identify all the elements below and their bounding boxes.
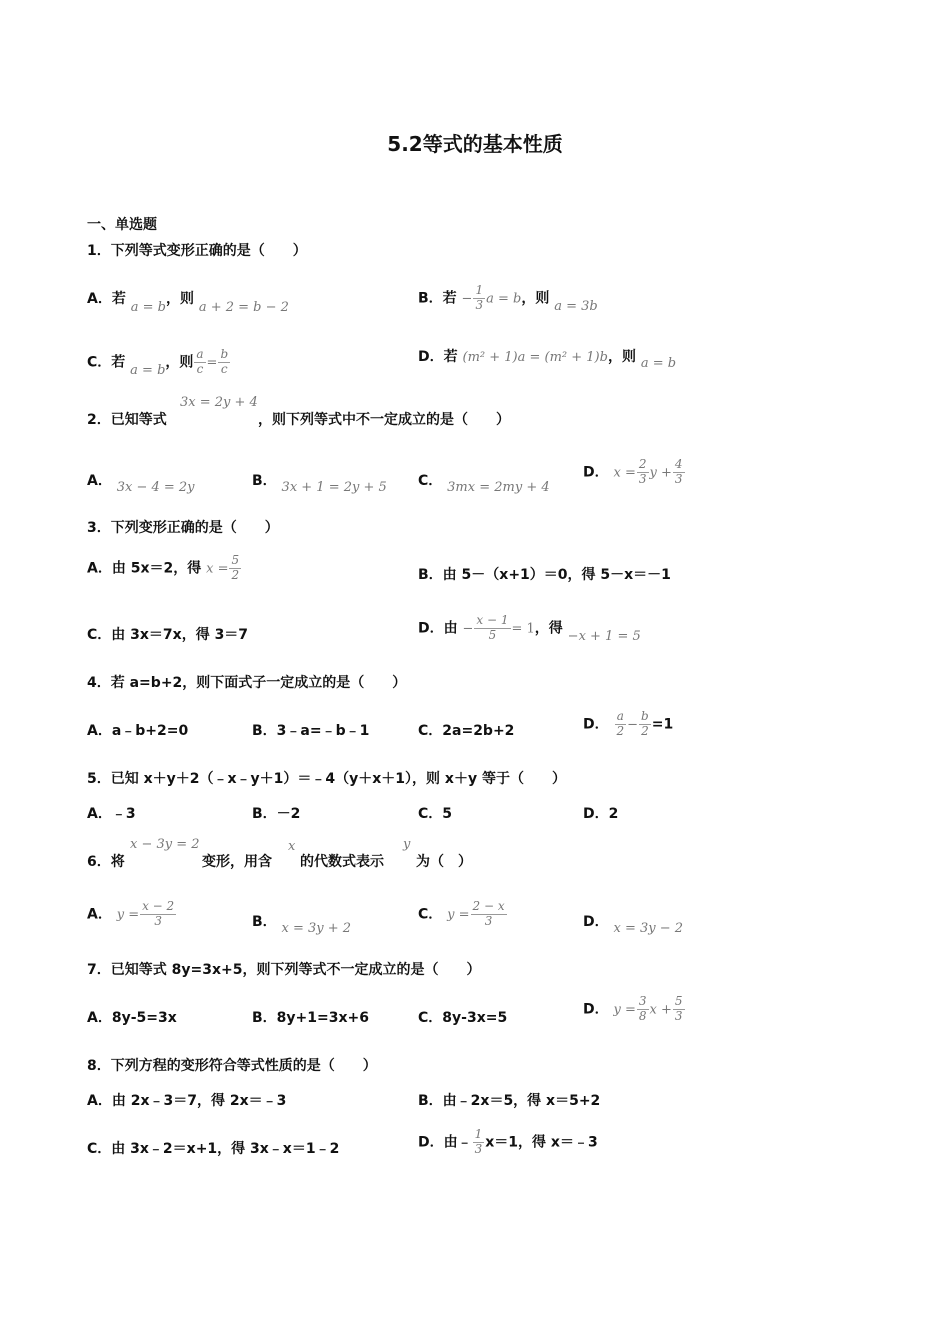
q2-b-label: B． xyxy=(252,473,277,489)
q2-c-label: C． xyxy=(418,473,443,489)
q7-option-c[interactable]: C．8y-3x=5 xyxy=(418,1010,508,1026)
q1-b-fraction: $\frac{1}{3}$ xyxy=(475,283,484,312)
q1-c-label: C．若 xyxy=(87,354,126,371)
q6-option-d[interactable] xyxy=(583,914,684,936)
q1-c-equals: = xyxy=(206,355,218,371)
q2-a-math: 3x − 4 = 2y xyxy=(116,480,195,495)
q5-stem: 5．已知 x＋y＋2（﹣x﹣y＋1）＝﹣4（y＋x＋1），则 x＋y 等于（ ） xyxy=(87,771,566,787)
q6-d-label: D． xyxy=(583,914,609,930)
q5-option-c[interactable]: C．5 xyxy=(418,806,453,822)
q2-b-math: 3x + 1 = 2y + 5 xyxy=(281,480,387,495)
q7-d-fraction2: $\frac{5}{3}$ xyxy=(674,994,683,1023)
section-heading: 一、单选题 xyxy=(87,217,157,233)
q1-b-math2: a = 3b xyxy=(554,299,598,315)
q3-d-then: ，得 xyxy=(534,620,563,637)
q2-option-c[interactable] xyxy=(418,473,550,495)
q4-stem: 4．若 a=b+2，则下面式子一定成立的是（ ） xyxy=(87,675,407,691)
q5-option-d[interactable]: D．2 xyxy=(583,806,619,822)
q2-d-fraction2: $\frac{4}{3}$ xyxy=(674,457,683,486)
q1-b-label: B．若 xyxy=(418,290,457,307)
q7-option-b[interactable]: B．8y+1=3x+6 xyxy=(252,1010,369,1026)
q6-text1: 6．将 xyxy=(87,854,125,870)
q8-option-d[interactable] xyxy=(418,1128,598,1157)
q3-option-a[interactable] xyxy=(87,554,242,583)
q2-d-x: x = xyxy=(613,465,636,481)
q4-option-d[interactable] xyxy=(583,710,673,739)
q4-d-equals: =1 xyxy=(651,716,674,733)
q6-option-a[interactable] xyxy=(87,900,177,929)
q6-text3: 的代数式表示 xyxy=(300,854,384,870)
q6-option-b[interactable] xyxy=(252,914,352,936)
q3-d-text: D．由 xyxy=(418,620,458,637)
q3-option-d[interactable] xyxy=(418,614,641,643)
q1-option-c[interactable] xyxy=(87,348,231,377)
q7-d-label: D． xyxy=(583,1001,609,1018)
q1-b-minus: − xyxy=(461,291,473,307)
q6-d-math: x = 3y − 2 xyxy=(613,921,684,936)
q8-option-a[interactable]: A．由 2x﹣3＝7，得 2x＝﹣3 xyxy=(87,1093,287,1109)
q6-text4: 为（ ） xyxy=(416,854,472,870)
q4-option-c[interactable]: C．2a=2b+2 xyxy=(418,723,515,739)
q2-option-b[interactable] xyxy=(252,473,387,495)
q1-a-then: ，则 xyxy=(165,291,194,307)
q3-a-x: x = xyxy=(206,561,229,577)
q5-option-a[interactable]: A．﹣3 xyxy=(87,806,136,822)
q7-stem: 7．已知等式 8y=3x+5，则下列等式不一定成立的是（ ） xyxy=(87,962,481,978)
q6-a-label: A． xyxy=(87,906,112,923)
q6-option-c[interactable] xyxy=(418,900,508,929)
q7-d-x: x + xyxy=(649,1002,672,1018)
q6-a-y: y = xyxy=(116,907,140,923)
q6-a-fraction: $\frac{x - 2}{3}$ xyxy=(142,899,175,928)
q1-d-label: D．若 xyxy=(418,349,458,365)
q6-var-y: y xyxy=(403,837,411,852)
q2-given-equation: 3x = 2y + 4 xyxy=(180,395,258,410)
q6-c-fraction: $\frac{2 - x}{3}$ xyxy=(472,899,505,928)
q8-d-fraction: $\frac{1}{3}$ xyxy=(474,1127,483,1156)
q2-stem-end: ，则下列等式中不一定成立的是（ ） xyxy=(258,412,510,428)
q1-d-math2: a = b xyxy=(640,356,677,371)
q2-d-y: y + xyxy=(649,465,672,481)
q1-option-d[interactable] xyxy=(418,349,677,371)
q7-option-a[interactable]: A．8y-5=3x xyxy=(87,1010,177,1026)
q4-option-a[interactable]: A．a﹣b+2=0 xyxy=(87,723,189,739)
q4-d-fraction1: $\frac{a}{2}$ xyxy=(616,709,625,738)
q1-stem: 1．下列等式变形正确的是（ ） xyxy=(87,243,307,259)
q6-equation: x − 3y = 2 xyxy=(130,837,200,852)
q2-d-fraction1: $\frac{2}{3}$ xyxy=(638,457,647,486)
q4-d-label: D． xyxy=(583,716,609,733)
q4-d-fraction2: $\frac{b}{2}$ xyxy=(641,709,649,738)
q8-option-b[interactable]: B．由﹣2x＝5，得 x＝5+2 xyxy=(418,1093,601,1109)
q1-c-fraction2: $\frac{b}{c}$ xyxy=(220,347,229,376)
q3-a-text: A．由 5x＝2，得 xyxy=(87,560,202,577)
q7-d-y: y = xyxy=(613,1002,636,1018)
q2-c-math: 3mx = 2my + 4 xyxy=(447,480,550,495)
q5-option-b[interactable]: B．－2 xyxy=(252,806,301,822)
q8-stem: 8．下列方程的变形符合等式性质的是（ ） xyxy=(87,1058,377,1074)
page-title: 5.2等式的基本性质 xyxy=(387,132,563,156)
q3-d-minus: − xyxy=(462,621,474,637)
q1-a-label: A．若 xyxy=(87,291,126,307)
q3-stem: 3．下列变形正确的是（ ） xyxy=(87,520,279,536)
q1-d-math1: (m² + 1)a = (m² + 1)b xyxy=(462,350,608,365)
q6-c-y: y = xyxy=(447,907,470,923)
q4-d-minus: − xyxy=(627,717,639,733)
q6-b-math: x = 3y + 2 xyxy=(281,921,352,936)
q1-a-math2: a + 2 = b − 2 xyxy=(198,300,289,315)
q1-c-fraction1: $\frac{a}{c}$ xyxy=(196,347,204,376)
q1-c-then: ，则 xyxy=(165,354,194,371)
q4-option-b[interactable]: B．3﹣a=﹣b﹣1 xyxy=(252,723,370,739)
q2-option-d[interactable] xyxy=(583,458,686,487)
q2-d-label: D． xyxy=(583,464,609,481)
q3-option-b[interactable]: B．由 5－（x+1）＝0，得 5－x＝－1 xyxy=(418,567,671,583)
q2-stem-start: 2．已知等式 xyxy=(87,412,167,428)
q7-d-fraction1: $\frac{3}{8}$ xyxy=(638,994,647,1023)
q1-b-math1: a = b xyxy=(486,291,522,307)
q1-d-then: ，则 xyxy=(607,349,636,365)
q6-text2: 变形，用含 xyxy=(202,854,272,870)
q2-option-a[interactable] xyxy=(87,473,195,495)
q6-c-label: C． xyxy=(418,906,443,923)
q3-d-math: −x + 1 = 5 xyxy=(567,629,641,645)
q1-option-b[interactable] xyxy=(418,284,598,313)
q1-option-a[interactable] xyxy=(87,291,289,315)
q6-b-label: B． xyxy=(252,914,277,930)
q1-c-math1: a = b xyxy=(130,363,166,379)
q1-a-math1: a = b xyxy=(130,300,166,315)
q7-option-d[interactable] xyxy=(583,995,686,1024)
q6-var-x: x xyxy=(288,839,296,854)
q3-d-fraction: $\frac{x - 1}{5}$ xyxy=(476,613,509,642)
q8-option-c[interactable]: C．由 3x﹣2＝x+1，得 3x﹣x＝1﹣2 xyxy=(87,1141,340,1157)
q2-a-label: A． xyxy=(87,473,112,489)
q3-d-equals: = 1 xyxy=(511,621,535,637)
q1-b-then: ，则 xyxy=(521,290,550,307)
q8-d-text: D．由﹣ xyxy=(418,1134,472,1151)
q3-a-fraction: $\frac{5}{2}$ xyxy=(231,553,240,582)
q3-option-c[interactable]: C．由 3x＝7x，得 3＝7 xyxy=(87,627,249,643)
q8-d-rest: x＝1，得 x＝﹣3 xyxy=(485,1134,598,1151)
